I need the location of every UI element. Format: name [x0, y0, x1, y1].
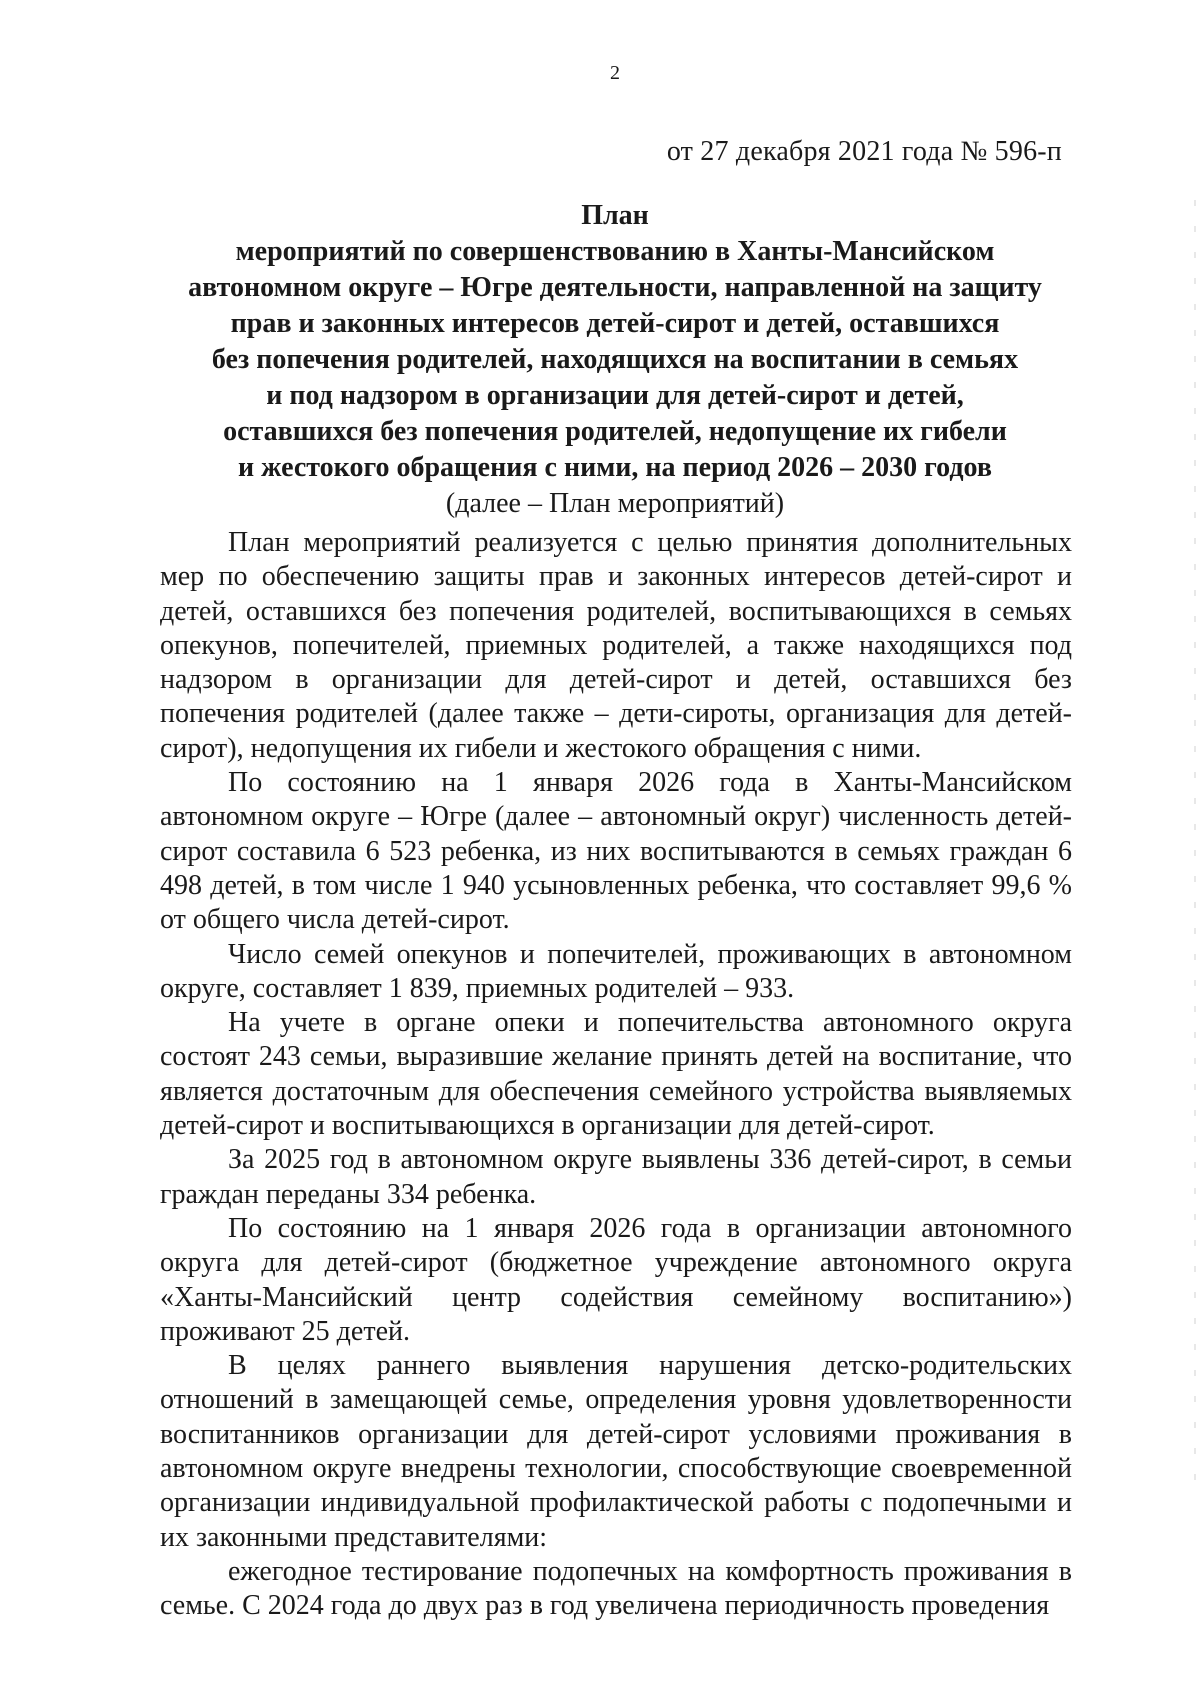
body-text [160, 526, 1072, 1624]
title-block [160, 198, 1070, 522]
title-note: (далее – План мероприятий) [445, 488, 785, 519]
title-line: и под надзором в организации для детей-сирот и детей, [266, 380, 964, 411]
paragraph: По состоянию на 1 января 2026 года в Ханты-Мансийском автономном округе – Югре (далее – автономный округ) численность детей-сирот составила 6 523 ребенка, из них воспитываются в семьях граждан 6 498 детей, в том числе 1 940 усыновленных ребенка, что составляет 99,6 % от общего числа детей-сирот. [160, 767, 1072, 936]
paragraph: Число семей опекунов и попечителей, проживающих в автономном округе, составляет 1 839, приемных родителей – 933. [160, 938, 1072, 1004]
paragraph: По состоянию на 1 января 2026 года в организации автономного округа для детей-сирот (бюджетное учреждение автономного округа «Ханты-Мансийский центр содействия семейному воспитанию») проживают 25 детей. [160, 1212, 1072, 1347]
paragraph: На учете в органе опеки и попечительства автономного округа состоят 243 семьи, выразившие желание принять детей на воспитание, что является достаточным для обеспечения семейного устройства выявляемых детей-сирот и воспитывающихся в организации для детей-сирот. [160, 1007, 1072, 1142]
paragraph: ежегодное тестирование подопечных на комфортность проживания в семье. С 2024 года до двух раз в год увеличена периодичность проведения [160, 1555, 1072, 1622]
title-line: мероприятий по совершенствованию в Ханты-Мансийском [235, 236, 995, 267]
title-main: План [581, 200, 649, 231]
paragraph: План мероприятий реализуется с целью принятия дополнительных мер по обеспечению защиты прав и законных интересов детей-сирот и детей, оставшихся без попечения родителей, воспитывающихся в семьях опекунов, попечителей, приемных родителей, а также находящихся под надзором в организации для детей-сирот и детей, оставшихся без попечения родителей (далее также – дети-сироты, организация для детей-сирот), недопущения их гибели и жестокого обращения с ними. [160, 527, 1072, 764]
scan-edge-artifact [1194, 200, 1196, 1500]
title-line: оставшихся без попечения родителей, недопущение их гибели [223, 416, 1007, 447]
paragraph: За 2025 год в автономном округе выявлены 336 детей-сирот, в семьи граждан переданы 334 ребенка. [160, 1144, 1072, 1210]
title-line: автономном округе – Югре деятельности, направленной на защиту [188, 272, 1042, 303]
page-number: 2 [610, 62, 620, 84]
title-line: прав и законных интересов детей-сирот и детей, оставшихся [230, 308, 1000, 339]
paragraph: В целях раннего выявления нарушения детско-родительских отношений в замещающей семье, определения уровня удовлетворенности воспитанников организации для детей-сирот условиями проживания в автономном округе внедрены технологии, способствующие своевременной организации индивидуальной профилактической работы с подопечными и их законными представителями: [160, 1350, 1072, 1553]
title-line: и жестокого обращения с ними, на период 2026 – 2030 годов [238, 452, 992, 483]
document-date: от 27 декабря 2021 года № 596-п [666, 136, 1062, 167]
title-line: без попечения родителей, находящихся на воспитании в семьях [211, 344, 1019, 375]
